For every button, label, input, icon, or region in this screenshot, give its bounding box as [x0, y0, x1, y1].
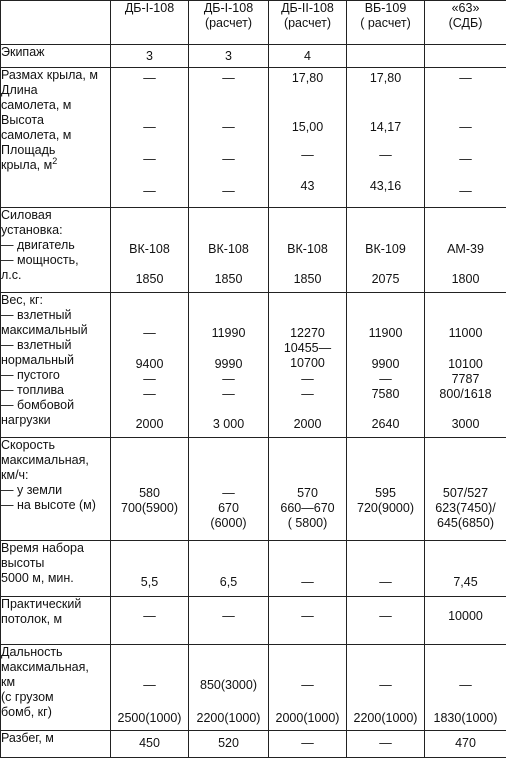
header-line: ( расчет): [360, 16, 411, 30]
value-cell: [347, 541, 425, 597]
cell-value: 3: [146, 49, 153, 63]
cell-value: 570: [297, 486, 318, 500]
cell-value: 7,45: [453, 575, 478, 589]
header-line: (расчет): [204, 16, 253, 30]
cell-value: 507/527: [442, 486, 489, 500]
row-label: [1, 68, 111, 208]
cell-value: —: [301, 148, 314, 162]
row-dimensions: [1, 68, 506, 208]
row-label-text: — топлива: [1, 383, 65, 397]
cell-value: 720(9000): [357, 501, 414, 515]
value-cell: [269, 68, 347, 208]
cell-value: 11000: [448, 326, 483, 340]
row-label: [1, 645, 111, 731]
cell-value: —: [459, 678, 472, 692]
row-label-line: [1, 571, 110, 586]
value-cell: [425, 438, 506, 541]
cell-value: —: [301, 736, 314, 750]
cell-value: 15,00: [291, 120, 324, 134]
row-label-line: [1, 83, 110, 98]
row-label-text: Высота: [1, 113, 44, 127]
row-label-text: — взлетный: [1, 308, 72, 322]
row-label-text: Длина: [1, 83, 38, 97]
cell-value: —: [379, 575, 392, 589]
value-cell: [111, 68, 189, 208]
row-label-text: 5000 м, мин.: [1, 571, 74, 585]
cell-value: 2200(1000): [196, 711, 261, 725]
row-label: [1, 208, 111, 293]
row-speed: [1, 438, 506, 541]
cell-value: 12270: [290, 326, 325, 340]
row-label-line: [1, 223, 110, 238]
cell-value: —: [301, 575, 314, 589]
row-powerplant: [1, 208, 506, 293]
row-label-text: максимальный: [1, 323, 88, 337]
row-label-text: — взлетный: [1, 338, 72, 352]
value-cell: [111, 438, 189, 541]
cell-value: 10700: [290, 356, 325, 370]
value-cell: [111, 645, 189, 731]
row-label-line: [1, 645, 110, 660]
row-label-line: [1, 541, 110, 556]
header-line: (СДБ): [448, 16, 483, 30]
value-cell: [425, 45, 506, 68]
cell-value: 9990: [214, 357, 243, 371]
value-cell: [111, 541, 189, 597]
cell-value: 1830(1000): [433, 711, 498, 725]
cell-value: 1850: [293, 272, 322, 286]
row-label-text: самолета, м: [1, 128, 72, 142]
row-label-line: [1, 383, 110, 398]
row-label-line: [1, 675, 110, 690]
value-cell: [111, 208, 189, 293]
row-ceiling: [1, 597, 506, 645]
row-label-text: — бомбовой: [1, 398, 75, 412]
row-label: [1, 438, 111, 541]
cell-value: 9900: [371, 357, 400, 371]
row-label-text: — на высоте (м): [1, 498, 96, 512]
row-label-line: [1, 158, 110, 173]
cell-value: 1850: [214, 272, 243, 286]
cell-value: ВК-108: [208, 242, 249, 256]
cell-value: 2640: [371, 417, 400, 431]
cell-value: (6000): [210, 516, 247, 530]
row-label-text: нагрузки: [1, 413, 51, 427]
row-label-line: [1, 208, 110, 223]
value-cell: [189, 208, 269, 293]
cell-value: —: [379, 736, 392, 750]
cell-value: 9400: [135, 357, 164, 371]
cell-value: 7580: [371, 387, 400, 401]
value-cell: [111, 45, 189, 68]
cell-value: —: [143, 120, 156, 134]
header-cell: [111, 1, 189, 45]
row-label-text: (с грузом: [1, 690, 54, 704]
value-cell: [425, 293, 506, 438]
value-cell: [425, 731, 506, 758]
row-label-line: [1, 612, 110, 627]
value-cell: [347, 45, 425, 68]
cell-value: 520: [218, 736, 239, 750]
row-label-line: [1, 413, 110, 428]
header-line: (расчет): [283, 16, 332, 30]
cell-value: ВК-108: [129, 242, 170, 256]
row-crew: [1, 45, 506, 68]
row-range: [1, 645, 506, 731]
cell-value: 2200(1000): [353, 711, 418, 725]
header-cell: [269, 1, 347, 45]
cell-value: —: [222, 486, 235, 500]
cell-value: 4: [304, 49, 311, 63]
value-cell: [269, 208, 347, 293]
row-label-line: [1, 98, 110, 113]
row-label-text: максимальная,: [1, 660, 89, 674]
cell-value: АМ-39: [447, 242, 484, 256]
cell-value: —: [222, 120, 235, 134]
cell-value: 14,17: [369, 120, 402, 134]
cell-value: 11990: [211, 326, 246, 340]
row-label-text: максимальная,: [1, 453, 89, 467]
header-line: ВБ-109: [364, 1, 407, 15]
cell-value: 10000: [448, 609, 483, 623]
cell-value: —: [459, 120, 472, 134]
row-label-text: крыла, м: [1, 158, 53, 172]
cell-value: —: [379, 609, 392, 623]
row-weight: [1, 293, 506, 438]
cell-value: —: [222, 387, 235, 401]
row-label-line: [1, 705, 110, 720]
value-cell: [189, 68, 269, 208]
row-label-text: Размах крыла, м: [1, 68, 98, 82]
value-cell: [269, 541, 347, 597]
row-label-line: [1, 113, 110, 128]
cell-value: 43: [300, 179, 315, 193]
row-label-text: — у земли: [1, 483, 63, 497]
cell-value: 10455—: [283, 341, 332, 355]
cell-value: —: [301, 609, 314, 623]
row-label-text: Разбег, м: [1, 731, 54, 745]
row-label-text: Силовая: [1, 208, 52, 222]
cell-value: 850(3000): [200, 678, 257, 692]
header-line: ДБ-II-108: [281, 1, 334, 15]
cell-value: 11900: [368, 326, 403, 340]
cell-value: —: [143, 71, 156, 85]
value-cell: [347, 645, 425, 731]
row-label-text: установка:: [1, 223, 63, 237]
cell-value: 800/1618: [439, 387, 492, 401]
row-label-text: л.с.: [1, 268, 22, 282]
cell-value: —: [379, 372, 392, 386]
cell-value: ( 5800): [287, 516, 328, 530]
value-cell: [189, 645, 269, 731]
value-cell: [189, 45, 269, 68]
value-cell: [425, 208, 506, 293]
cell-value: 10100: [448, 357, 483, 371]
header-cell: [425, 1, 506, 45]
value-cell: [111, 731, 189, 758]
cell-value: 623(7450)/: [435, 501, 496, 515]
row-label-text: потолок, м: [1, 612, 63, 626]
row-label-text: Скорость: [1, 438, 55, 452]
cell-value: 1800: [451, 272, 480, 286]
row-label-text: бомб, кг): [1, 705, 52, 719]
value-cell: [425, 68, 506, 208]
row-label-line: [1, 68, 110, 83]
row-label-text: Дальность: [1, 645, 63, 659]
cell-value: —: [143, 184, 156, 198]
header-cell: [347, 1, 425, 45]
header-line: ДБ-I-108: [203, 1, 254, 15]
spec-table-body: [1, 1, 506, 758]
row-label-line: [1, 438, 110, 453]
cell-value: 3 000: [212, 417, 245, 431]
row-label-line: [1, 338, 110, 353]
cell-value: —: [143, 387, 156, 401]
value-cell: [347, 597, 425, 645]
value-cell: [189, 597, 269, 645]
row-label-text: Площадь: [1, 143, 56, 157]
row-label-line: [1, 253, 110, 268]
value-cell: [425, 541, 506, 597]
cell-value: 7787: [451, 372, 480, 386]
header-corner-cell: [1, 1, 111, 45]
value-cell: [269, 597, 347, 645]
cell-value: 2000(1000): [275, 711, 340, 725]
value-cell: [425, 597, 506, 645]
cell-value: 1850: [135, 272, 164, 286]
row-label-line: [1, 238, 110, 253]
row-label: [1, 293, 111, 438]
row-label-line: [1, 468, 110, 483]
row-label-line: [1, 498, 110, 513]
value-cell: [189, 438, 269, 541]
row-label-text: — двигатель: [1, 238, 75, 252]
row-label-line: [1, 368, 110, 383]
row-label-line: [1, 398, 110, 413]
row-label-line: [1, 45, 110, 60]
cell-value: 43,16: [369, 179, 402, 193]
cell-value: ВК-108: [287, 242, 328, 256]
cell-value: —: [379, 148, 392, 162]
row-label-text: Экипаж: [1, 45, 45, 59]
row-label-text: нормальный: [1, 353, 75, 367]
header-line: «63»: [451, 1, 480, 15]
row-label-text: км: [1, 675, 16, 689]
cell-value: —: [143, 326, 156, 340]
cell-value: —: [143, 152, 156, 166]
row-label-text: Вес, кг:: [1, 293, 43, 307]
value-cell: [269, 45, 347, 68]
cell-value: 5,5: [140, 575, 159, 589]
cell-value: 700(5900): [121, 501, 178, 515]
value-cell: [269, 645, 347, 731]
value-cell: [189, 541, 269, 597]
cell-value: 2075: [371, 272, 400, 286]
value-cell: [189, 293, 269, 438]
cell-value: —: [143, 609, 156, 623]
row-label: [1, 541, 111, 597]
row-label-line: [1, 483, 110, 498]
cell-value: 2500(1000): [117, 711, 182, 725]
cell-value: 670: [218, 501, 239, 515]
row-climb: [1, 541, 506, 597]
row-label-line: [1, 323, 110, 338]
value-cell: [425, 645, 506, 731]
row-label-text: км/ч:: [1, 468, 29, 482]
row-label-line: [1, 128, 110, 143]
row-label-text: самолета, м: [1, 98, 72, 112]
cell-value: 3: [225, 49, 232, 63]
row-label-line: [1, 690, 110, 705]
value-cell: [111, 597, 189, 645]
row-label-text: высоты: [1, 556, 45, 570]
row-label-line: [1, 597, 110, 612]
cell-value: —: [459, 152, 472, 166]
superscript-2: 2: [52, 156, 58, 166]
value-cell: [347, 731, 425, 758]
cell-value: —: [301, 678, 314, 692]
cell-value: 2000: [293, 417, 322, 431]
cell-value: 17,80: [291, 71, 324, 85]
value-cell: [347, 208, 425, 293]
row-label-line: [1, 453, 110, 468]
row-label-line: [1, 308, 110, 323]
header-line: ДБ-I-108: [124, 1, 175, 15]
header-cell: [189, 1, 269, 45]
value-cell: [347, 438, 425, 541]
cell-value: 595: [375, 486, 396, 500]
cell-value: 645(6850): [437, 516, 494, 530]
row-label-line: [1, 731, 110, 746]
row-label: [1, 597, 111, 645]
cell-value: —: [222, 184, 235, 198]
value-cell: [269, 438, 347, 541]
cell-value: 17,80: [369, 71, 402, 85]
row-label-line: [1, 556, 110, 571]
cell-value: —: [459, 71, 472, 85]
cell-value: —: [143, 372, 156, 386]
row-label-line: [1, 353, 110, 368]
row-label-line: [1, 293, 110, 308]
cell-value: —: [301, 387, 314, 401]
row-label: [1, 731, 111, 758]
cell-value: —: [222, 152, 235, 166]
value-cell: [111, 293, 189, 438]
cell-value: —: [459, 184, 472, 198]
value-cell: [269, 293, 347, 438]
cell-value: ВК-109: [365, 242, 406, 256]
cell-value: —: [379, 678, 392, 692]
cell-value: 660—670: [280, 501, 335, 515]
cell-value: 3000: [451, 417, 480, 431]
value-cell: [269, 731, 347, 758]
row-label-text: Время набора: [1, 541, 84, 555]
cell-value: 580: [139, 486, 160, 500]
row-takeoff: [1, 731, 506, 758]
value-cell: [347, 68, 425, 208]
value-cell: [189, 731, 269, 758]
row-label-text: — пустого: [1, 368, 60, 382]
cell-value: 470: [455, 736, 476, 750]
row-label-line: [1, 660, 110, 675]
row-label-line: [1, 268, 110, 283]
value-cell: [347, 293, 425, 438]
cell-value: —: [222, 609, 235, 623]
cell-value: —: [143, 678, 156, 692]
row-label-text: Практический: [1, 597, 82, 611]
row-label-text: — мощность,: [1, 253, 79, 267]
cell-value: 2000: [135, 417, 164, 431]
header-row: [1, 1, 506, 45]
cell-value: —: [301, 372, 314, 386]
cell-value: 450: [139, 736, 160, 750]
cell-value: —: [222, 71, 235, 85]
cell-value: —: [222, 372, 235, 386]
cell-value: 6,5: [219, 575, 238, 589]
row-label: [1, 45, 111, 68]
